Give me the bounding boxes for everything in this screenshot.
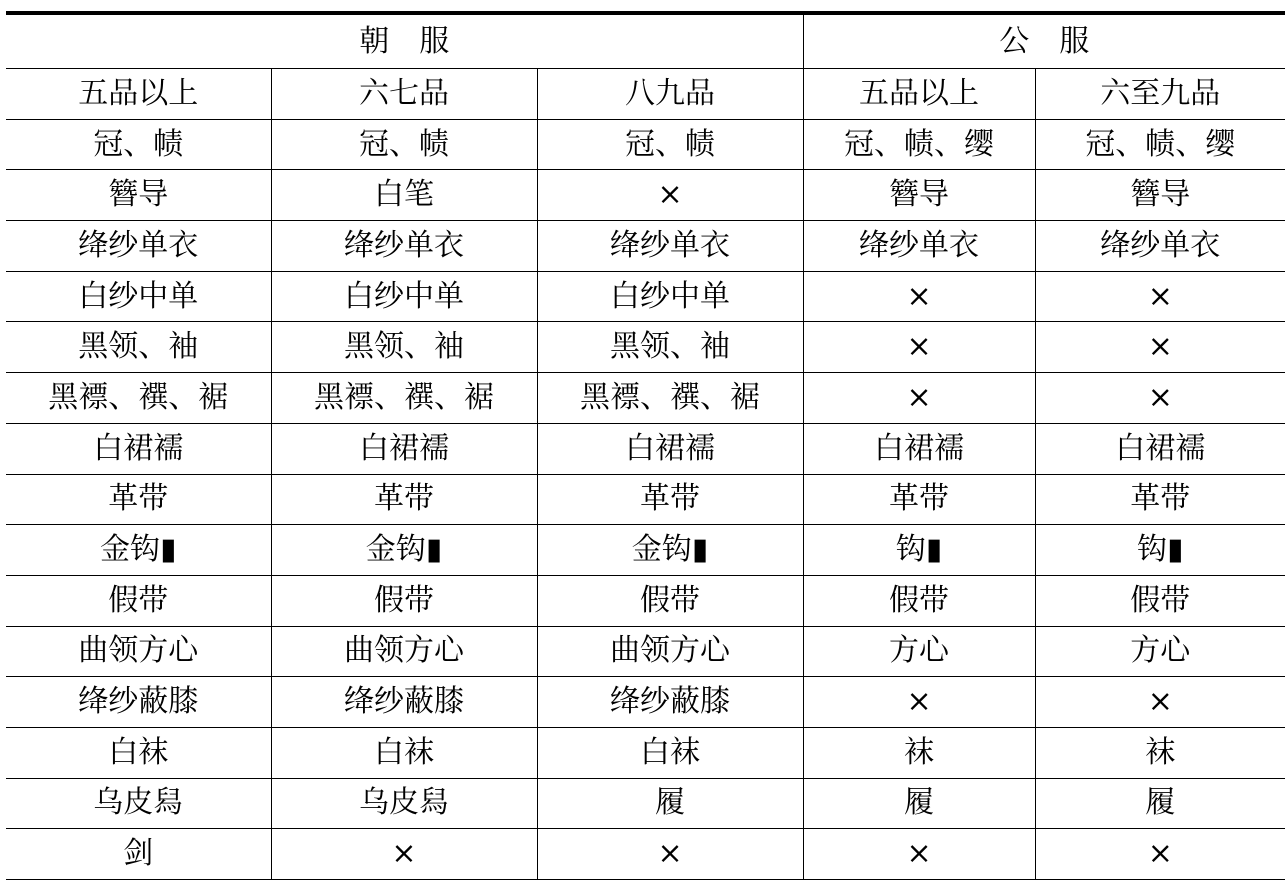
table-cell: × — [1035, 322, 1285, 373]
table-cell: × — [803, 271, 1035, 322]
table-cell: 白裙襦 — [537, 423, 803, 474]
table-cell: 假带 — [537, 575, 803, 626]
table-cell: 白纱中单 — [6, 271, 271, 322]
table-cell: 黑褾、襈、裾 — [271, 373, 537, 424]
table-cell: 簪导 — [803, 170, 1035, 221]
table-cell: × — [537, 170, 803, 221]
table-cell: × — [803, 373, 1035, 424]
table-cell: 金钩▮ — [6, 525, 271, 576]
table-row — [6, 626, 1285, 677]
table-row — [6, 170, 1285, 221]
table-cell: 曲领方心 — [271, 626, 537, 677]
table-cell: 袜 — [1035, 727, 1285, 778]
table-cell: 白裙襦 — [1035, 423, 1285, 474]
costume-comparison-table — [6, 11, 1285, 880]
table-row — [6, 373, 1285, 424]
table-cell: 冠、帻 — [6, 119, 271, 170]
table-cell: 假带 — [271, 575, 537, 626]
table-row — [6, 778, 1285, 829]
table-cell: 绛纱蔽膝 — [271, 677, 537, 728]
table-cell: 白笔 — [271, 170, 537, 221]
table-cell: 绛纱蔽膝 — [537, 677, 803, 728]
table-cell: 绛纱单衣 — [537, 221, 803, 272]
table-row — [6, 474, 1285, 525]
table-cell: 簪导 — [1035, 170, 1285, 221]
table-cell: 钩▮ — [1035, 525, 1285, 576]
table-cell: 黑领、袖 — [6, 322, 271, 373]
table-cell: × — [803, 322, 1035, 373]
table-cell: 乌皮舄 — [6, 778, 271, 829]
table-cell: 黑领、袖 — [271, 322, 537, 373]
column-header: 八九品 — [537, 69, 803, 120]
table-cell: 钩▮ — [803, 525, 1035, 576]
table-cell: × — [537, 829, 803, 880]
table-cell: 绛纱单衣 — [803, 221, 1035, 272]
table-cell: 革带 — [803, 474, 1035, 525]
table-cell: 白袜 — [6, 727, 271, 778]
table-cell: 履 — [537, 778, 803, 829]
table-cell: 白裙襦 — [803, 423, 1035, 474]
table-cell: × — [1035, 677, 1285, 728]
table-cell: 绛纱蔽膝 — [6, 677, 271, 728]
table-row — [6, 575, 1285, 626]
group-header-official-dress: 公 服 — [803, 13, 1285, 69]
table-cell: 袜 — [803, 727, 1035, 778]
table-cell: 绛纱单衣 — [1035, 221, 1285, 272]
table-cell: 绛纱单衣 — [271, 221, 537, 272]
table-cell: × — [271, 829, 537, 880]
costume-table-wrapper — [6, 11, 1285, 880]
table-body — [6, 13, 1285, 880]
table-cell: × — [1035, 373, 1285, 424]
table-cell: 冠、帻 — [271, 119, 537, 170]
table-cell: 革带 — [537, 474, 803, 525]
table-row — [6, 271, 1285, 322]
table-cell: 白裙襦 — [6, 423, 271, 474]
table-row — [6, 221, 1285, 272]
table-cell: 履 — [803, 778, 1035, 829]
table-cell: × — [803, 677, 1035, 728]
group-header-court-dress: 朝 服 — [6, 13, 803, 69]
table-cell: 金钩▮ — [271, 525, 537, 576]
table-row — [6, 119, 1285, 170]
column-header: 五品以上 — [6, 69, 271, 120]
column-header: 五品以上 — [803, 69, 1035, 120]
table-row — [6, 525, 1285, 576]
table-cell: 曲领方心 — [537, 626, 803, 677]
table-row — [6, 423, 1285, 474]
table-cell: 方心 — [803, 626, 1035, 677]
table-cell: 假带 — [1035, 575, 1285, 626]
table-cell: 绛纱单衣 — [6, 221, 271, 272]
table-cell: 冠、帻 — [537, 119, 803, 170]
group-header-row — [6, 13, 1285, 69]
table-cell: 金钩▮ — [537, 525, 803, 576]
table-cell: 乌皮舄 — [271, 778, 537, 829]
table-cell: 白裙襦 — [271, 423, 537, 474]
column-header: 六至九品 — [1035, 69, 1285, 120]
table-cell: 黑褾、襈、裾 — [537, 373, 803, 424]
table-cell: 黑领、袖 — [537, 322, 803, 373]
table-cell: 革带 — [6, 474, 271, 525]
table-cell: 履 — [1035, 778, 1285, 829]
table-cell: 簪导 — [6, 170, 271, 221]
table-cell: 黑褾、襈、裾 — [6, 373, 271, 424]
table-cell: × — [1035, 829, 1285, 880]
table-cell: 方心 — [1035, 626, 1285, 677]
table-cell: 冠、帻、缨 — [1035, 119, 1285, 170]
table-cell: 白纱中单 — [271, 271, 537, 322]
table-cell: 冠、帻、缨 — [803, 119, 1035, 170]
table-row — [6, 322, 1285, 373]
column-header-row — [6, 69, 1285, 120]
table-cell: 革带 — [1035, 474, 1285, 525]
table-cell: 白袜 — [271, 727, 537, 778]
table-cell: × — [803, 829, 1035, 880]
table-row — [6, 829, 1285, 880]
table-cell: 曲领方心 — [6, 626, 271, 677]
column-header: 六七品 — [271, 69, 537, 120]
table-row — [6, 727, 1285, 778]
table-cell: 革带 — [271, 474, 537, 525]
table-cell: 白袜 — [537, 727, 803, 778]
table-cell: 假带 — [803, 575, 1035, 626]
table-cell: 剑 — [6, 829, 271, 880]
table-cell: × — [1035, 271, 1285, 322]
table-cell: 假带 — [6, 575, 271, 626]
table-row — [6, 677, 1285, 728]
table-cell: 白纱中单 — [537, 271, 803, 322]
